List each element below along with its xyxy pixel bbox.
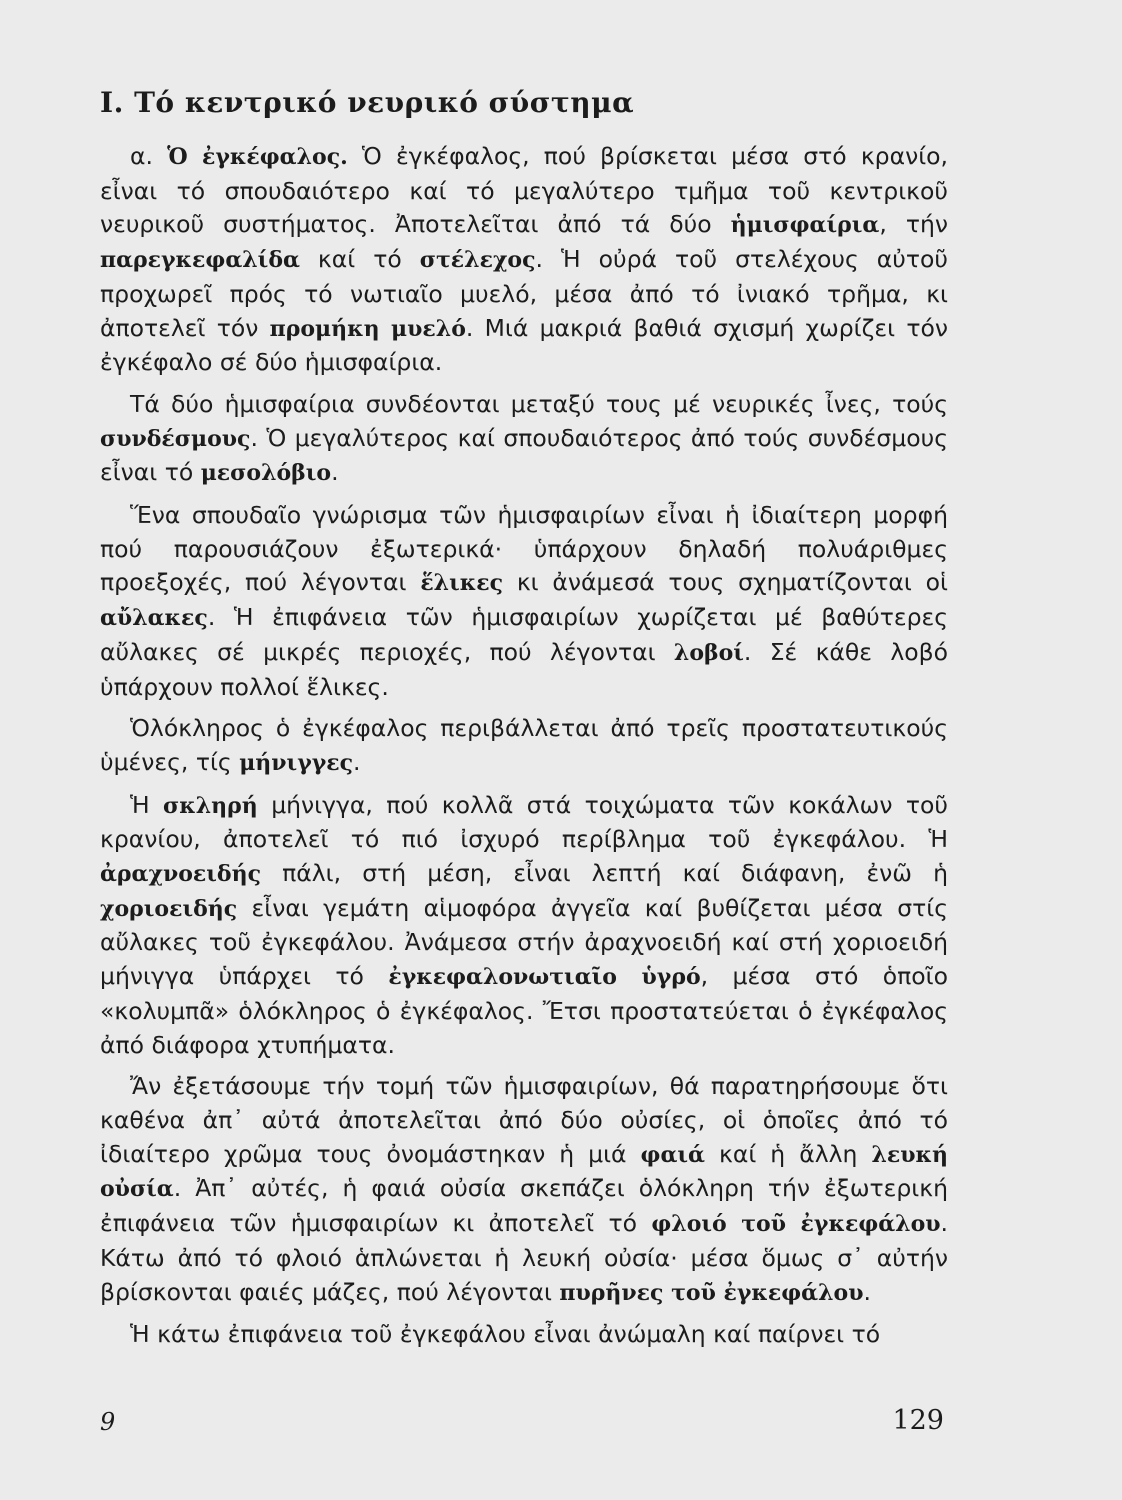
text-run: πάλι, στή μέση, εἶναι λεπτή καί διάφανη, ἐνῶ ἡ (260, 859, 948, 888)
signature-mark: 9 (100, 1408, 116, 1436)
bold-term: προμήκη μυελό (269, 315, 466, 342)
bold-term: στέλεχος (419, 247, 536, 274)
text-run: Ὁ ἐγκέφαλος, πού βρίσκεται μέσα στό κρανίο, εἶναι τό σπουδαιότερο καί τό μεγαλύτερο τμῆμα τοῦ κεντρικοῦ νευρικοῦ συστήματος. Ἀποτελεῖται ἀπό τά δύο (100, 142, 948, 239)
bold-term: πυρῆνες τοῦ ἐγκεφάλου (559, 1279, 864, 1306)
text-run: . (863, 1277, 871, 1306)
bold-term: μήνιγγες (239, 749, 354, 776)
subsection-title: Ὁ ἐγκέφαλος. (167, 144, 348, 170)
text-run: . (331, 458, 339, 487)
paragraph-meninges (100, 712, 948, 780)
paragraph-matter (100, 1070, 948, 1310)
bold-term: λευκή οὐσία (100, 1141, 949, 1203)
paragraph-hemispheres (100, 388, 948, 491)
text-run: καί ἡ ἄλλη (704, 1139, 872, 1168)
text-run: . Σέ κάθε λοβό ὑπάρχουν πολλοί ἕλικες. (100, 637, 948, 701)
text-run: , τήν (879, 210, 948, 239)
text-run: Ἕνα σπουδαῖο γνώρισμα τῶν ἡμισφαιρίων εἶναι ἡ ἰδιαίτερη μορφή πού παρουσιάζουν ἐξωτερικά· ὑπάρχουν δηλαδή πολυάριθμες προεξοχές, πού λέγονται (100, 501, 948, 597)
paragraph-brain (100, 140, 948, 380)
bold-term: σκληρή (163, 792, 258, 819)
text-run: μήνιγγα, πού κολλᾶ στά τοιχώματα τῶν κοκάλων τοῦ κρανίου, ἀποτελεῖ τό πιό ἰσχυρό περίβλημα τοῦ ἐγκεφάλου. Ἡ (100, 790, 948, 854)
text-run: Ἄν ἐξετάσουμε τήν τομή τῶν ἡμισφαιρίων, θά παρατηρήσουμε ὅτι καθένα ἀπ᾿ αὐτά ἀποτελεῖται ἀπό δύο οὐσίες, οἱ ὁποῖες ἀπό τό ἰδιαίτερο χρῶμα τους ὀνομάστηκαν ἡ μιά (100, 1072, 948, 1168)
text-run: α. (130, 142, 168, 170)
text-run: . Ὁ μεγαλύτερος καί σπουδαιότερος ἀπό τούς συνδέσμους εἶναι τό (100, 423, 948, 487)
text-run: καί τό (299, 245, 420, 274)
page-number: 129 (892, 1405, 944, 1436)
bold-term: παρεγκεφαλίδα (100, 247, 300, 274)
bold-term: συνδέσμους (100, 425, 251, 452)
text-run: Ἡ (130, 790, 164, 819)
paragraph-dura (100, 789, 948, 1063)
bold-term: χοριοειδής (100, 895, 238, 922)
bold-term: λοβοί (673, 639, 744, 666)
bold-term: αὔλακες (100, 605, 208, 632)
text-run: κι ἀνάμεσά τους σχηματίζονται οἱ (503, 568, 949, 597)
text-run: . Μιά μακριά βαθιά σχισμή χωρίζει τόν ἐγκέφαλο σέ δύο ἡμισφαίρια. (100, 313, 948, 377)
bold-term: μεσολόβιο (200, 460, 332, 487)
paragraph-gyri (100, 499, 948, 704)
text-run: . Ἀπ᾿ αὐτές, ἡ φαιά οὐσία σκεπάζει ὁλόκληρη τήν ἐξωτερική ἐπιφάνεια τῶν ἡμισφαιρίων κι ἀποτελεῖ τό (100, 1174, 948, 1238)
text-run: εἶναι γεμάτη αἱμοφόρα ἀγγεῖα καί βυθίζεται μέσα στίς αὔλακες τοῦ ἐγκεφάλου. Ἀνάμεσα στήν ἀραχνοειδή καί στή χοριοειδή μήνιγγα ὑπάρχει τό (100, 893, 948, 991)
bold-term: φλοιό τοῦ ἐγκεφάλου (651, 1211, 941, 1238)
bold-term: φαιά (640, 1141, 705, 1168)
text-run: . Κάτω ἀπό τό φλοιό ἁπλώνεται ἡ λευκή οὐσία· μέσα ὅμως σ᾿ αὐτήν βρίσκονται φαιές μάζες, πού λέγονται (100, 1209, 948, 1306)
bold-term: ἕλικες (420, 570, 504, 597)
text-run: , μέσα στό ὁποῖο «κολυμπᾶ» ὁλόκληρος ὁ ἐγκέφαλος. Ἔτσι προστατεύεται ὁ ἐγκέφαλος ἀπό διάφορα χτυπήματα. (100, 962, 948, 1059)
text-run: . Ἡ ἐπιφάνεια τῶν ἡμισφαιρίων χωρίζεται μέ βαθύτερες αὔλακες σέ μικρές περιοχές, πού λέγονται (100, 603, 948, 666)
bold-term: ἡμισφαίρια (730, 212, 880, 239)
text-run: Ὁλόκληρος ὁ ἐγκέφαλος περιβάλλεται ἀπό τρεῖς προστατευτικούς ὑμένες, τίς (100, 714, 948, 776)
text-run: Τά δύο ἡμισφαίρια συνδέονται μεταξύ τους μέ νευρικές ἶνες, τούς (130, 389, 948, 418)
text-run: Ἡ κάτω ἐπιφάνεια τοῦ ἐγκεφάλου εἶναι ἀνώμαλη καί παίρνει τό (130, 1320, 881, 1349)
bold-term: ἐγκεφαλονωτιαῖο ὑγρό (388, 964, 701, 991)
paragraph-lower-surface (100, 1318, 948, 1352)
section-heading: Ι. Τό κεντρικό νευρικό σύστημα (100, 86, 635, 119)
bold-term: ἀραχνοειδής (100, 861, 261, 888)
body-text (100, 140, 948, 1360)
text-run: . Ἡ οὐρά τοῦ στελέχους αὐτοῦ προχωρεῖ πρός τό νωτιαῖο μυελό, μέσα ἀπό τό ἰνιακό τρῆμα, κι ἀποτελεῖ τόν (100, 245, 948, 342)
text-run: . (353, 747, 361, 776)
